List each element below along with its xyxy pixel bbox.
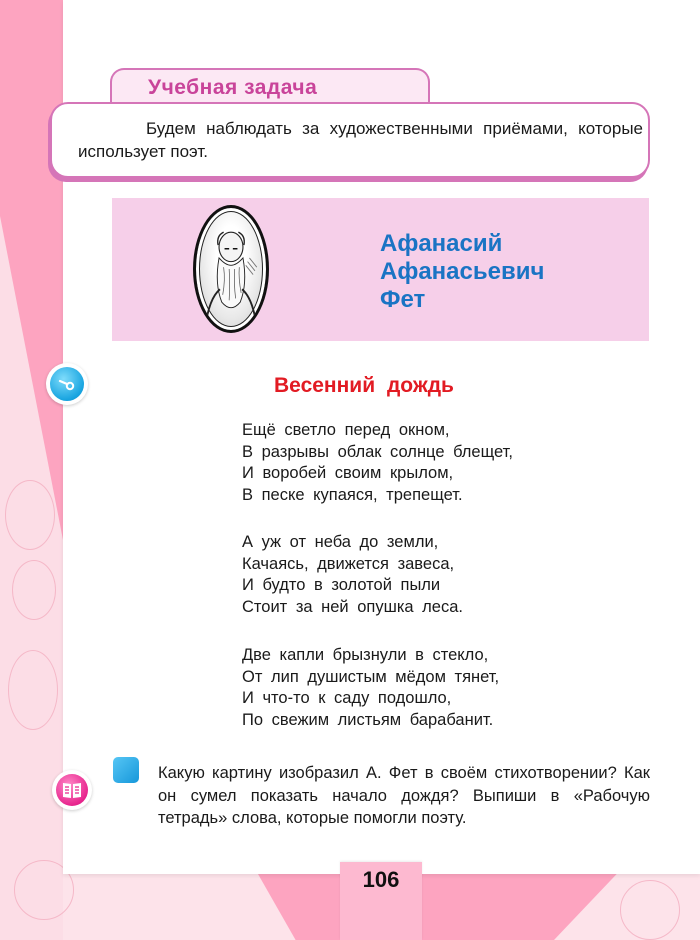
poem-line: В разрывы облак солнце блещет,: [242, 442, 513, 461]
learning-task-title: Учебная задача: [148, 76, 318, 99]
decorative-swirl: [620, 880, 680, 940]
poem-line: И воробей своим крылом,: [242, 464, 454, 482]
link-chain-button[interactable]: [46, 363, 88, 405]
author-first-name: Афанасий: [380, 230, 503, 257]
poem-line: Стоит за ней опушка леса.: [242, 597, 463, 616]
author-last-name: Фет: [380, 286, 426, 313]
decorative-swirl: [5, 480, 55, 550]
poem-line: И будто в золотой пыли: [242, 576, 441, 594]
open-book-button[interactable]: [52, 770, 92, 810]
poem-line: Ещё светло перед окном,: [242, 421, 450, 439]
author-portrait: [193, 205, 269, 333]
blue-square-icon: [113, 757, 139, 783]
page-number: 106: [362, 867, 400, 892]
poem-line: Две капли брызнули в стекло,: [242, 646, 489, 664]
poem-stanza: [242, 420, 513, 506]
question-text: Какую картину изобразил А. Фет в своём стихотворении? Как он сумел показать начало дождя? Выпиши в «Рабочую тетрадь» слова, которые помогли поэту.: [158, 764, 650, 827]
poem-line: От лип душистым мёдом тянет,: [242, 667, 500, 686]
poem-line: По свежим листьям барабанит.: [242, 710, 494, 729]
decorative-swirl: [12, 560, 56, 620]
learning-task-text: Будем наблюдать за художественными приёмами, которые использует поэт.: [78, 119, 643, 161]
author-name: [380, 230, 544, 314]
poem-title: Весенний дождь: [274, 374, 454, 397]
poem-stanza: [242, 532, 463, 618]
decorative-swirl: [8, 650, 58, 730]
author-patronymic: Афанасьевич: [380, 258, 545, 285]
portrait-engraving-icon: [196, 208, 266, 330]
poem-stanza: [242, 645, 499, 731]
poem-line: А уж от неба до земли,: [242, 533, 439, 551]
poem-line: И что-то к саду подошло,: [242, 689, 452, 707]
link-chain-icon: [46, 363, 88, 405]
open-book-icon: [52, 770, 92, 810]
poem-line: В песке купаяся, трепещет.: [242, 485, 463, 504]
poem-line: Качаясь, движется завеса,: [242, 554, 455, 573]
